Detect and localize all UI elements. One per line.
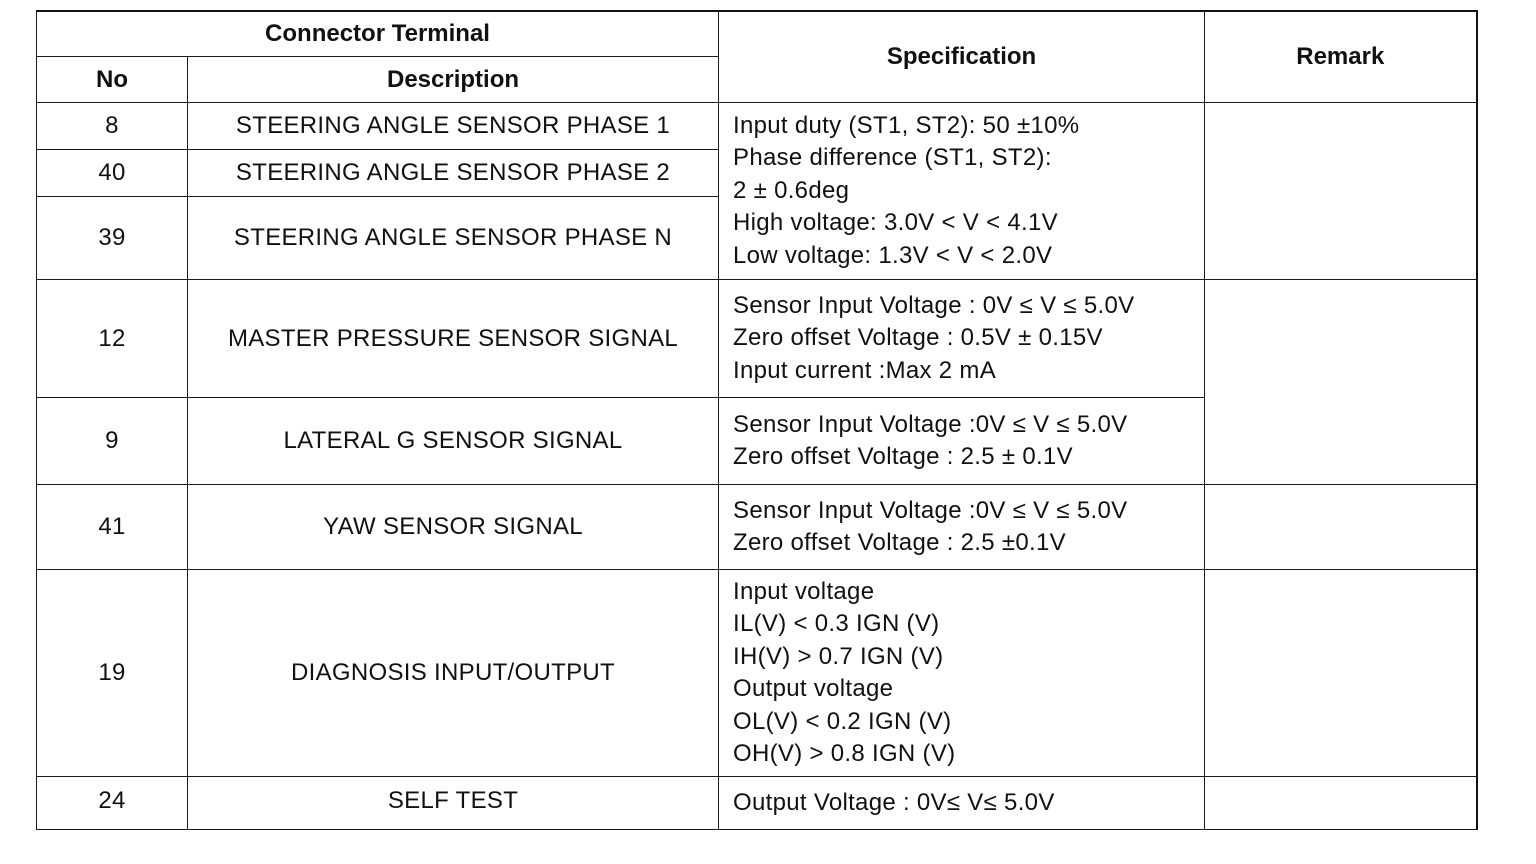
terminal-description: SELF TEST <box>188 777 719 830</box>
spec-line: Zero offset Voltage : 0.5V ± 0.15V <box>733 324 1103 352</box>
spec-line: Sensor Input Voltage : 0V ≤ V ≤ 5.0V <box>733 291 1135 319</box>
spec-line: Sensor Input Voltage :0V ≤ V ≤ 5.0V <box>733 410 1128 438</box>
spec-line: Low voltage: 1.3V < V < 2.0V <box>733 241 1053 269</box>
terminal-description: STEERING ANGLE SENSOR PHASE 1 <box>188 103 719 150</box>
spec-line: High voltage: 3.0V < V < 4.1V <box>733 209 1058 237</box>
table-row <box>37 570 1477 777</box>
connector-terminal-table-wrap <box>36 10 1476 830</box>
terminal-description: DIAGNOSIS INPUT/OUTPUT <box>188 570 719 777</box>
remark-cell <box>1205 777 1477 830</box>
terminal-no: 19 <box>37 570 188 777</box>
table-row <box>37 103 1477 150</box>
remark-cell <box>1205 485 1477 570</box>
terminal-no: 9 <box>37 398 188 485</box>
spec-line: Input current :Max 2 mA <box>733 356 997 384</box>
table-row <box>37 777 1477 830</box>
terminal-no: 39 <box>37 197 188 280</box>
remark-cell <box>1205 570 1477 777</box>
spec-yaw <box>719 485 1205 570</box>
terminal-no: 12 <box>37 280 188 398</box>
terminal-no: 24 <box>37 777 188 830</box>
spec-line: IH(V) > 0.7 IGN (V) <box>733 642 944 670</box>
terminal-description: YAW SENSOR SIGNAL <box>188 485 719 570</box>
spec-master-pressure <box>719 280 1205 398</box>
spec-line: Zero offset Voltage : 2.5 ± 0.1V <box>733 443 1073 470</box>
header-description: Description <box>188 57 719 103</box>
terminal-no: 8 <box>37 103 188 150</box>
connector-terminal-table <box>36 10 1478 830</box>
terminal-description: MASTER PRESSURE SENSOR SIGNAL <box>188 280 719 398</box>
header-row-1 <box>37 11 1477 57</box>
remark-cell <box>1205 280 1477 485</box>
spec-line: Input voltage <box>733 577 875 605</box>
header-connector-terminal: Connector Terminal <box>37 11 719 57</box>
spec-line: OH(V) > 0.8 IGN (V) <box>733 740 956 767</box>
spec-line: IL(V) < 0.3 IGN (V) <box>733 610 940 637</box>
table-row <box>37 485 1477 570</box>
terminal-no: 41 <box>37 485 188 570</box>
table-row <box>37 280 1477 398</box>
spec-self-test <box>719 777 1205 830</box>
header-specification: Specification <box>719 11 1205 103</box>
spec-line: 2 ± 0.6deg <box>733 176 850 204</box>
header-remark: Remark <box>1205 11 1477 103</box>
terminal-description: LATERAL G SENSOR SIGNAL <box>188 398 719 485</box>
header-no: No <box>37 57 188 103</box>
spec-diagnosis <box>719 570 1205 777</box>
spec-line: Input duty (ST1, ST2): 50 ±10% <box>733 111 1080 139</box>
spec-lateral-g <box>719 398 1205 485</box>
spec-steering-angle <box>719 103 1205 280</box>
terminal-description: STEERING ANGLE SENSOR PHASE 2 <box>188 150 719 197</box>
spec-line: Zero offset Voltage : 2.5 ±0.1V <box>733 529 1066 556</box>
terminal-description: STEERING ANGLE SENSOR PHASE N <box>188 197 719 280</box>
spec-line: Sensor Input Voltage :0V ≤ V ≤ 5.0V <box>733 496 1128 524</box>
spec-line: OL(V) < 0.2 IGN (V) <box>733 707 952 735</box>
spec-line: Phase difference (ST1, ST2): <box>733 144 1052 172</box>
spec-line: Output voltage <box>733 675 894 702</box>
spec-line: Output Voltage : 0V≤ V≤ 5.0V <box>733 788 1055 816</box>
terminal-no: 40 <box>37 150 188 197</box>
remark-cell <box>1205 103 1477 280</box>
